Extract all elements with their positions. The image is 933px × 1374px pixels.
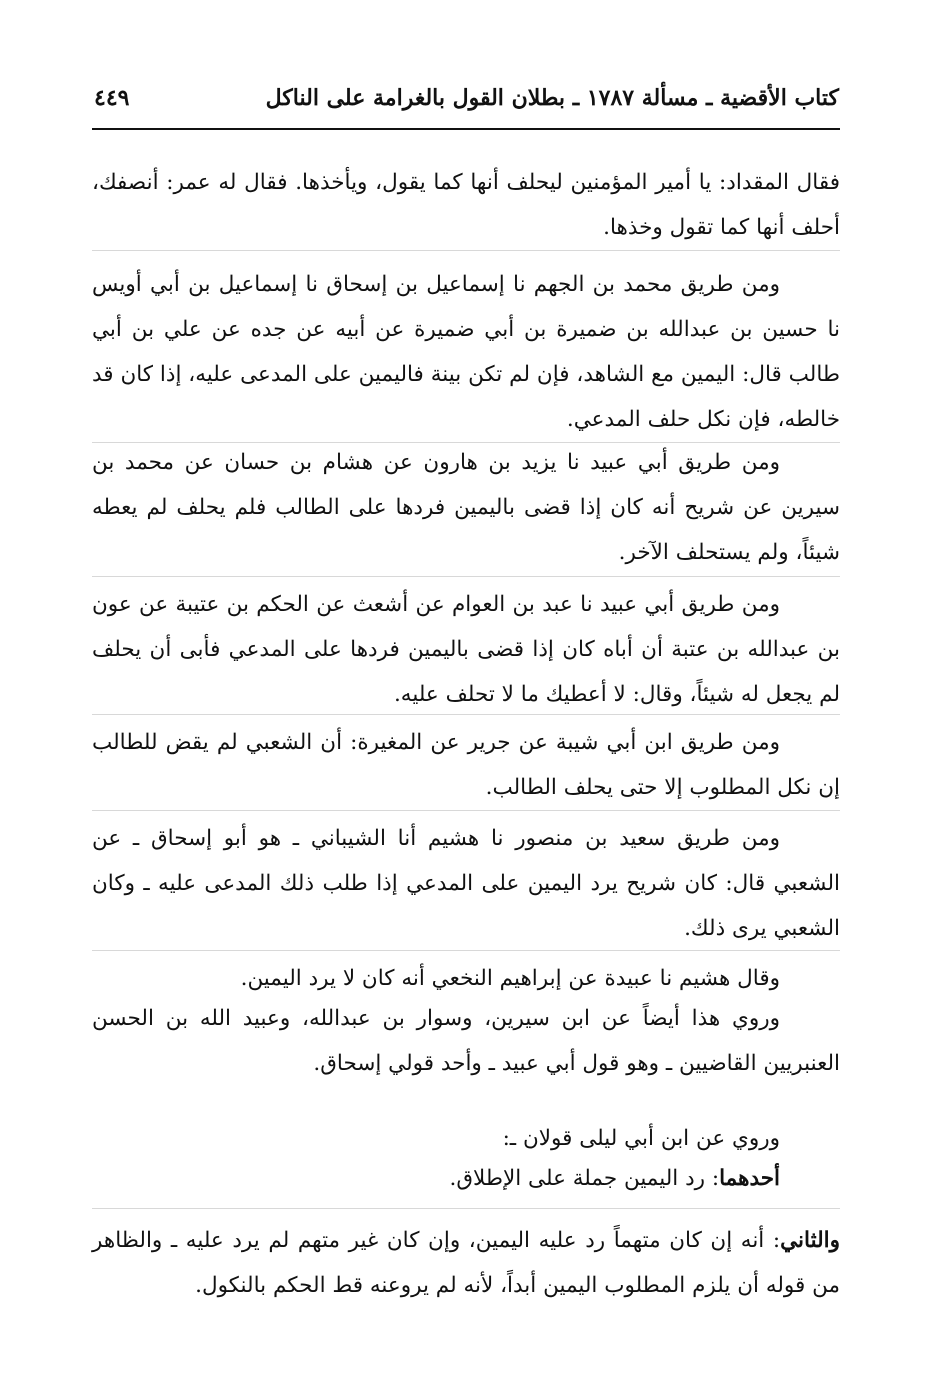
divider bbox=[92, 810, 840, 811]
running-title: كتاب الأقضية ـ مسألة ١٧٨٧ ـ بطلان القول بالغرامة على الناكل bbox=[265, 85, 839, 111]
second-opinion-label: والثاني bbox=[780, 1228, 840, 1253]
first-opinion-text: : رد اليمين جملة على الإطلاق. bbox=[449, 1166, 720, 1191]
page-body bbox=[92, 0, 840, 1374]
line-hushaym: وقال هشيم نا عبيدة عن إبراهيم النخعي أنه كان لا يرد اليمين. bbox=[240, 966, 780, 991]
line-ibn-abi-layla: وروي عن ابن أبي ليلى قولان ـ: bbox=[502, 1126, 780, 1151]
paragraph-3: ومن طريق أبي عبيد نا يزيد بن هارون عن هشام بن حسان عن محمد بن سيرين عن شريح أنه كان إذا قضى باليمين فردها على الطالب فلم يحلف لم يعطه شيئاً، ولم يستحلف الآخر. bbox=[92, 450, 840, 565]
divider bbox=[92, 250, 840, 251]
paragraph-second-opinion bbox=[92, 1218, 840, 1308]
paragraph-4: ومن طريق أبي عبيد نا عبد بن العوام عن أشعث عن الحكم بن عتيبة عن عون بن عبدالله بن عتبة أن أباه كان إذا قضى باليمين فردها على المدعي فأبى أن يحلف لم يجعل له شيئاً، وقال: لا أعطيك ما لا تحلف عليه. bbox=[92, 592, 840, 707]
line-first-opinion bbox=[92, 1156, 840, 1201]
divider bbox=[92, 576, 840, 577]
paragraph-6: ومن طريق سعيد بن منصور نا هشيم أنا الشيباني ـ هو أبو إسحاق ـ عن الشعبي قال: كان شريح يرد اليمين على المدعي إذا طلب ذلك المدعى عليه ـ وكان الشعبي يرى ذلك. bbox=[92, 826, 840, 941]
divider bbox=[92, 950, 840, 951]
paragraph-1: فقال المقداد: يا أمير المؤمنين ليحلف أنها كما يقول، ويأخذها. فقال له عمر: أنصفك، أحلف أنها كما تقول وخذها. bbox=[92, 170, 840, 240]
second-opinion-text: : أنه إن كان متهماً رد عليه اليمين، وإن كان غير متهم لم يرد عليه ـ والظاهر من قوله أن يلزم المطلوب اليمين أبداً، لأنه لم يروعنه قط الحكم بالنكول. bbox=[92, 1228, 840, 1298]
divider bbox=[92, 1208, 840, 1209]
divider bbox=[92, 714, 840, 715]
page-number: ٤٤٩ bbox=[94, 85, 130, 111]
paragraph-2: ومن طريق محمد بن الجهم نا إسماعيل بن إسحاق نا إسماعيل بن أبي أويس نا حسين بن عبدالله بن ضميرة بن أبي ضميرة عن أبيه عن جده عن علي بن أبي طالب قال: اليمين مع الشاهد، فإن لم تكن بينة فاليمين على المدعى عليه، إذا كان قد خالطه، فإن نكل حلف المدعي. bbox=[92, 272, 840, 432]
first-opinion-label: أحدهما bbox=[719, 1166, 780, 1191]
paragraph-ruwiya: وروي هذا أيضاً عن ابن سيرين، وسوار بن عبدالله، وعبيد الله بن الحسن العنبريين القاضيين ـ وهو قول أبي عبيد ـ وأحد قولي إسحاق. bbox=[92, 1006, 840, 1076]
paragraph-5: ومن طريق ابن أبي شيبة عن جرير عن المغيرة: أن الشعبي لم يقض للطالب إن نكل المطلوب إلا حتى يحلف الطالب. bbox=[92, 730, 840, 800]
